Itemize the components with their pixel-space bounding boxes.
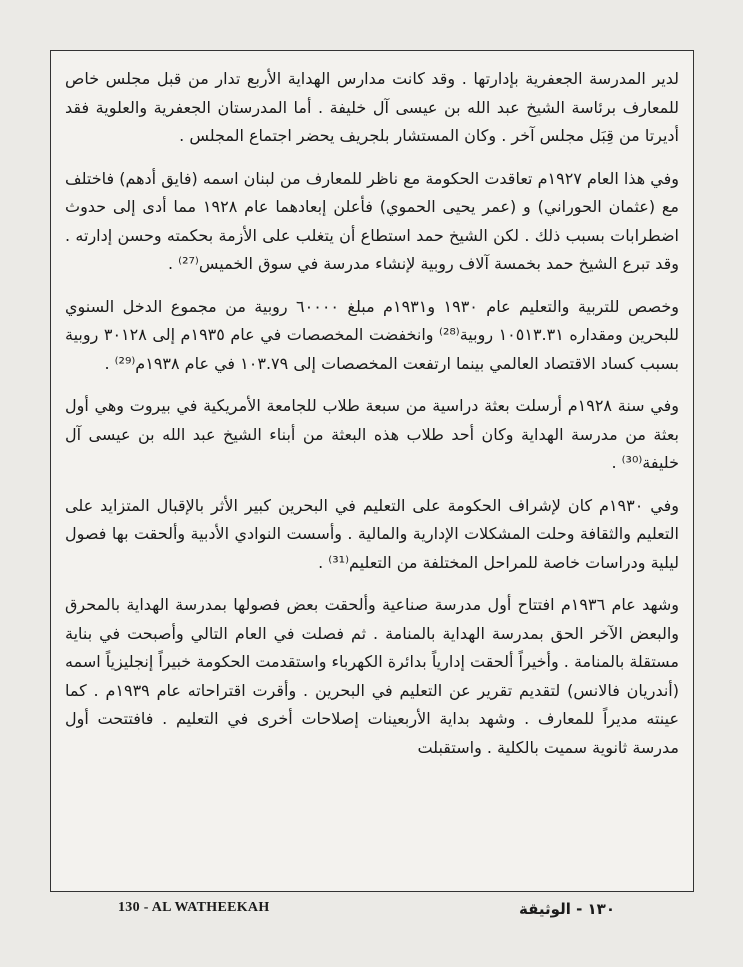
page-footer bbox=[0, 900, 743, 920]
paragraph-4: وفي سنة ١٩٢٨م أرسلت بعثة دراسية من سبعة طلاب للجامعة الأمريكية في بيروت وهي أول بعثة من مدرسة الهداية وكان أحد طلاب هذه البعثة من أبناء الشيخ عبد الله بن عيسى آل خليفة⁽³⁰⁾ . bbox=[65, 396, 679, 472]
paragraph-5: وفي ١٩٣٠م كان لإشراف الحكومة على التعليم في البحرين كبير الأثر بالإقبال المتزايد على التعليم والثقافة وحلت المشكلات الإدارية والمالية . وأسست النوادي الأدبية وألحقت بها فصول ليلية ودراسات خاصة للمراحل المختلفة من التعليم⁽³¹⁾ . bbox=[65, 495, 680, 572]
footer-page-number-latin: 130 - AL WATHEEKAH bbox=[118, 900, 270, 915]
paragraph-6: وشهد عام ١٩٣٦م افتتاح أول مدرسة صناعية وألحقت بعض فصولها بمدرسة الهداية بالمحرق والبعض الآخر الحق بمدرسة الهداية بالمنامة . ثم فصلت في العام التالي وأصبحت في بناية مستقلة بالمنامة . وأخيراً ألحقت إدارياً بدائرة الكهرباء واستقدمت الحكومة خبيراً إنجليزياً اسمه (أندريان فالانس) لتقديم تقرير عن التعليم في البحرين . وأقرت اقتراحاته عام ١٩٣٩م . كما عينته مديراً للمعارف . وشهد بداية الأربعينات إصلاحات أخرى في التعليم . فافتتحت أول مدرسة ثانوية سميت بالكلية . واستقبلت bbox=[64, 595, 679, 757]
page-frame bbox=[50, 50, 694, 892]
article-body bbox=[65, 65, 679, 776]
paragraph-3: وخصص للتربية والتعليم عام ١٩٣٠ و١٩٣١م مبلغ ٦٠٠٠٠ روبية من مجموع الدخل السنوي للبحرين ومقداره ١٠٥١٣.٣١ روبية⁽²⁸⁾ وانخفضت المخصصات في عام ١٩٣٥م إلى ٣٠١٢٨ روبية بسبب كساد الاقتصاد العالمي بينما ارتفعت المخصصات إلى ١٠٣.٧٩ في عام ١٩٣٨م⁽²⁹⁾ . bbox=[65, 296, 680, 373]
paragraph-2: وفي هذا العام ١٩٢٧م تعاقدت الحكومة مع ناظر للمعارف من لبنان اسمه (فايق أدهم) فاختلف مع (عثمان الحوراني) و (عمر يحيى الحموي) فأعلن إبعادهما عام ١٩٢٨ مما أدى إلى حدوث اضطرابات بسبب ذلك . لكن الشيخ حمد استطاع أن يتغلب على الأزمة بحكمته وحسن إدارته . وقد تبرع الشيخ حمد بخمسة آلاف روبية لإنشاء مدرسة في سوق الخميس⁽²⁷⁾ . bbox=[65, 168, 680, 273]
footer-page-number-arabic: ١٣٠ - الوثيقة bbox=[519, 900, 615, 918]
paragraph-1: لدير المدرسة الجعفرية بإدارتها . وقد كانت مدارس الهداية الأربع تدار من قبل مجلس خاص للمعارف برئاسة الشيخ عبد الله بن عيسى آل خليفة . أما المدرستان الجعفرية والعلوية فقد أديرتا من قِبَل مجلس آخر . وكان المستشار بلجريف يحضر اجتماع المجلس . bbox=[65, 69, 679, 145]
